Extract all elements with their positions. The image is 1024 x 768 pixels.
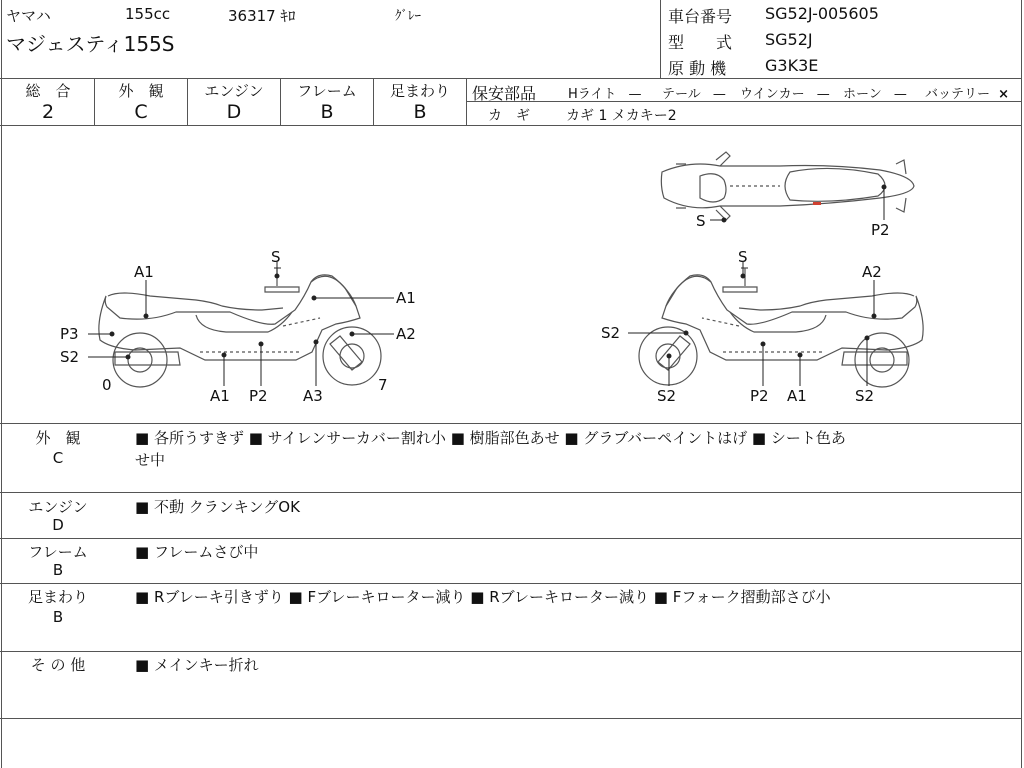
- scooter-top-red-mark: [813, 202, 821, 205]
- grade-engine-value: D: [226, 101, 242, 123]
- note-frame-label: フレーム: [28, 543, 88, 561]
- divider-note-5: [0, 718, 1022, 719]
- scooter-right-body-outline: [662, 275, 923, 360]
- grade-overall-value: 2: [41, 101, 55, 123]
- scooter-right-rear-wheel: [855, 333, 909, 387]
- scooter-left-side-drawing: [99, 268, 381, 387]
- safety-item-status: —: [893, 87, 907, 102]
- scooter-left-body-outline: [99, 275, 360, 360]
- displacement: 155cc: [125, 5, 171, 23]
- label-num-left: 0: [102, 376, 112, 394]
- note-engine-grade: D: [52, 516, 64, 534]
- label-s-top: S: [271, 248, 281, 266]
- grade-suspension-value: B: [413, 101, 427, 123]
- model-name: マジェスティ155S: [6, 32, 175, 56]
- scooter-right-side-drawing: [639, 268, 923, 387]
- grade-engine-label: エンジン: [204, 82, 264, 100]
- engine-label: 原 動 機: [668, 59, 727, 78]
- divider-header-vertical: [660, 0, 661, 78]
- safety-item-battery: [925, 83, 1009, 102]
- damage-diagram: [0, 126, 1022, 422]
- safety-item-status: —: [712, 87, 726, 102]
- grade-exterior-value: C: [134, 101, 148, 123]
- frame-no: SG52J-005605: [765, 4, 879, 23]
- note-suspension-grade: B: [52, 608, 64, 626]
- scooter-top-mirror-left: [676, 164, 686, 208]
- note-frame-grade: B: [52, 561, 64, 579]
- safety-item-status: ×: [998, 87, 1010, 102]
- scooter-top-front: [700, 174, 726, 202]
- safety-label: 保安部品: [472, 84, 537, 103]
- color: ｸﾞﾚｰ: [395, 9, 421, 24]
- note-engine-text: ■ 不動 クランキングOK: [135, 498, 300, 516]
- safety-item-name: ウインカー: [740, 87, 805, 102]
- label-r-s2-bottom-right: S2: [855, 387, 875, 405]
- safety-item-status: —: [816, 87, 830, 102]
- scooter-left-front-hub: [340, 344, 364, 368]
- label-num-right: 7: [378, 376, 388, 394]
- type-label: 型 式: [668, 33, 733, 52]
- scooter-right-windscreen: [666, 276, 711, 306]
- safety-item-winker: [740, 83, 830, 102]
- divider-note-2: [0, 538, 1022, 539]
- safety-item-horn: [843, 83, 907, 102]
- label-r-a2-top: A2: [862, 263, 882, 281]
- label-r-s2-bottom-left: S2: [657, 387, 677, 405]
- safety-item-tail: [662, 83, 726, 102]
- note-exterior-label: 外 観: [35, 429, 81, 447]
- label-r-a1-bottom: A1: [787, 387, 807, 405]
- scooter-left-rear-wheel: [113, 333, 167, 387]
- scooter-right-seat: [739, 293, 914, 310]
- label-top-p2: P2: [871, 221, 890, 239]
- grade-frame-value: B: [320, 101, 334, 123]
- note-suspension-label: 足まわり: [27, 588, 88, 606]
- grade-suspension-label: 足まわり: [389, 82, 450, 100]
- scooter-right-muffler: [842, 352, 907, 365]
- note-exterior-text-cont: せ中: [135, 451, 166, 469]
- label-top-s: S: [696, 212, 706, 230]
- safety-item-name: テール: [662, 87, 701, 102]
- divider-diagram-bottom: [0, 423, 1022, 424]
- label-p2-bottom: P2: [249, 387, 268, 405]
- label-r-s2-left: S2: [601, 324, 621, 342]
- note-suspension-text: ■ Rブレーキ引きずり ■ Fブレーキローター減り ■ Rブレーキローター減り ■ Fフォーク摺動部さび小: [135, 588, 831, 606]
- label-a2: A2: [396, 325, 416, 343]
- safety-item-status: —: [628, 87, 642, 102]
- label-a1-bottom: A1: [210, 387, 230, 405]
- divider-note-3: [0, 583, 1022, 584]
- scooter-top-view-drawing: [661, 152, 914, 220]
- scooter-left-fork: [330, 336, 362, 370]
- mileage: 36317 ｷﾛ: [228, 7, 296, 25]
- note-exterior-text: ■ 各所うすきず ■ サイレンサーカバー割れ小 ■ 樹脂部色あせ ■ グラブバーペイントはげ ■ シート色あ: [135, 429, 846, 447]
- grade-exterior-label: 外 観: [118, 82, 164, 100]
- scooter-left-handlebar: [265, 287, 299, 292]
- divider-note-4: [0, 651, 1022, 652]
- scooter-top-tail: [896, 160, 906, 212]
- label-r-s-top: S: [738, 248, 748, 266]
- label-s2: S2: [60, 348, 80, 366]
- safety-item-name: Hライト: [568, 87, 617, 102]
- key-label: カ ギ: [488, 108, 530, 124]
- frame-no-label: 車台番号: [668, 7, 733, 26]
- safety-item-name: ホーン: [843, 87, 882, 102]
- engine-value: G3K3E: [765, 56, 819, 75]
- scooter-left-seat: [108, 293, 283, 310]
- key-value: カギ 1 メカキー2: [566, 108, 677, 124]
- grade-overall-label: 総 合: [25, 82, 71, 100]
- scooter-left-windscreen: [311, 276, 356, 306]
- scooter-right-handlebar: [723, 287, 757, 292]
- divider-note-1: [0, 492, 1022, 493]
- grade-frame-label: フレーム: [297, 82, 357, 100]
- note-other-text: ■ メインキー折れ: [135, 656, 259, 674]
- note-exterior-grade: C: [52, 449, 64, 467]
- safety-item-name: バッテリー: [925, 87, 991, 102]
- label-a1-right: A1: [396, 289, 416, 307]
- note-other-label: そ の 他: [30, 656, 86, 674]
- scooter-left-muffler: [115, 352, 180, 365]
- label-p3: P3: [60, 325, 79, 343]
- note-frame-text: ■ フレームさび中: [135, 543, 259, 561]
- scooter-top-seat: [785, 168, 885, 201]
- divider-header: [0, 78, 1022, 79]
- note-engine-label: エンジン: [28, 498, 88, 516]
- scooter-right-fork: [658, 336, 690, 370]
- scooter-top-handlebar: [716, 152, 730, 220]
- label-r-p2-bottom: P2: [750, 387, 769, 405]
- label-a3-bottom: A3: [303, 387, 323, 405]
- type-value: SG52J: [765, 30, 813, 49]
- safety-item-headlight: [568, 83, 642, 102]
- label-a1-top: A1: [134, 263, 154, 281]
- scooter-top-body: [661, 164, 914, 208]
- maker: ヤマハ: [6, 7, 51, 25]
